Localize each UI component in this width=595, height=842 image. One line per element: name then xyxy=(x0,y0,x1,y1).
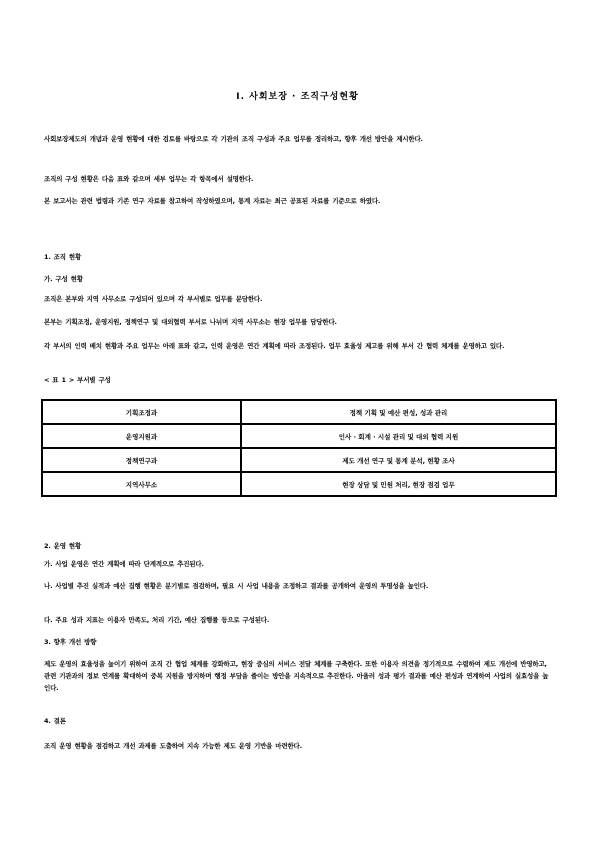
improvement-paragraph: 제도 운영의 효율성을 높이기 위하여 조직 간 협업 체계를 강화하고, 현장 중심의 서비스 전달 체계를 구축한다. 또한 이용자 의견을 정기적으로 수렴하여 제도 개선에 반영하고, 관련 기관과의 정보 연계를 확대하여 중복 지원을 방지하며 행정 부담을 줄이는 방안을 지속적으로 추진한다. 아울러 성과 평가 결과를 예산 편성과 연계하여 사업의 실효성을 높인다. xyxy=(44,660,549,692)
table-cell: 정책 기획 및 예산 편성, 성과 관리 xyxy=(241,400,556,424)
section1-subheading: 가. 구성 현황 xyxy=(44,275,83,283)
table-cell: 인사 · 회계 · 시설 관리 및 대외 협력 지원 xyxy=(241,424,556,448)
table-cell: 지역사무소 xyxy=(42,472,241,496)
intro-paragraph-1: 사회보장제도의 개념과 운영 현황에 대한 검토를 바탕으로 각 기관의 조직 구성과 주요 업무를 정리하고, 향후 개선 방안을 제시한다. xyxy=(44,135,423,143)
table-row xyxy=(42,472,556,496)
section1-paragraph-3: 각 부서의 인력 배치 현황과 주요 업무는 아래 표와 같고, 인력 운영은 연간 계획에 따라 조정된다. 업무 효율성 제고를 위해 부서 간 협력 체계를 운영하고 있다. xyxy=(44,342,505,350)
intro-paragraph-2: 조직의 구성 현황은 다음 표와 같으며 세부 업무는 각 항목에서 설명한다. xyxy=(44,175,254,183)
department-table xyxy=(41,399,557,497)
improvement-heading: 3. 향후 개선 방향 xyxy=(44,638,97,646)
section1-heading: 1. 조직 현황 xyxy=(44,253,82,261)
table-cell: 운영지원과 xyxy=(42,424,241,448)
table-caption: < 표 1 > 부서별 구성 xyxy=(44,376,111,384)
section1-paragraph-2: 본부는 기획조정, 운영지원, 정책연구 및 대외협력 부서로 나뉘며 지역 사무소는 현장 업무를 담당한다. xyxy=(44,318,337,326)
intro-paragraph-3: 본 보고서는 관련 법령과 기존 연구 자료를 참고하여 작성하였으며, 통계 자료는 최근 공표된 자료를 기준으로 하였다. xyxy=(44,197,381,205)
conclusion-paragraph: 조직 운영 현황을 점검하고 개선 과제를 도출하여 지속 가능한 제도 운영 기반을 마련한다. xyxy=(44,742,302,750)
conclusion-heading: 4. 결론 xyxy=(44,717,66,725)
table-row xyxy=(42,400,556,424)
section2-paragraph-2: 나. 사업별 추진 실적과 예산 집행 현황은 분기별로 점검하며, 필요 시 사업 내용을 조정하고 결과를 공개하여 운영의 투명성을 높인다. xyxy=(44,582,429,590)
table-cell: 제도 개선 연구 및 통계 분석, 현황 조사 xyxy=(241,448,556,472)
table-row xyxy=(42,424,556,448)
table-cell: 기획조정과 xyxy=(42,400,241,424)
table-cell: 현장 상담 및 민원 처리, 현장 점검 업무 xyxy=(241,472,556,496)
document-title: Ⅰ. 사회보장 · 조직구성현황 xyxy=(236,92,359,102)
section2-paragraph-1: 가. 사업 운영은 연간 계획에 따라 단계적으로 추진된다. xyxy=(44,560,204,568)
section2-heading: 2. 운영 현황 xyxy=(44,542,82,550)
table-row xyxy=(42,448,556,472)
table-cell: 정책연구과 xyxy=(42,448,241,472)
section2-paragraph-3: 다. 주요 성과 지표는 이용자 만족도, 처리 기간, 예산 집행률 등으로 구성된다. xyxy=(44,616,270,624)
section1-paragraph-1: 조직은 본부와 지역 사무소로 구성되어 있으며 각 부서별로 업무를 분담한다. xyxy=(44,295,263,303)
